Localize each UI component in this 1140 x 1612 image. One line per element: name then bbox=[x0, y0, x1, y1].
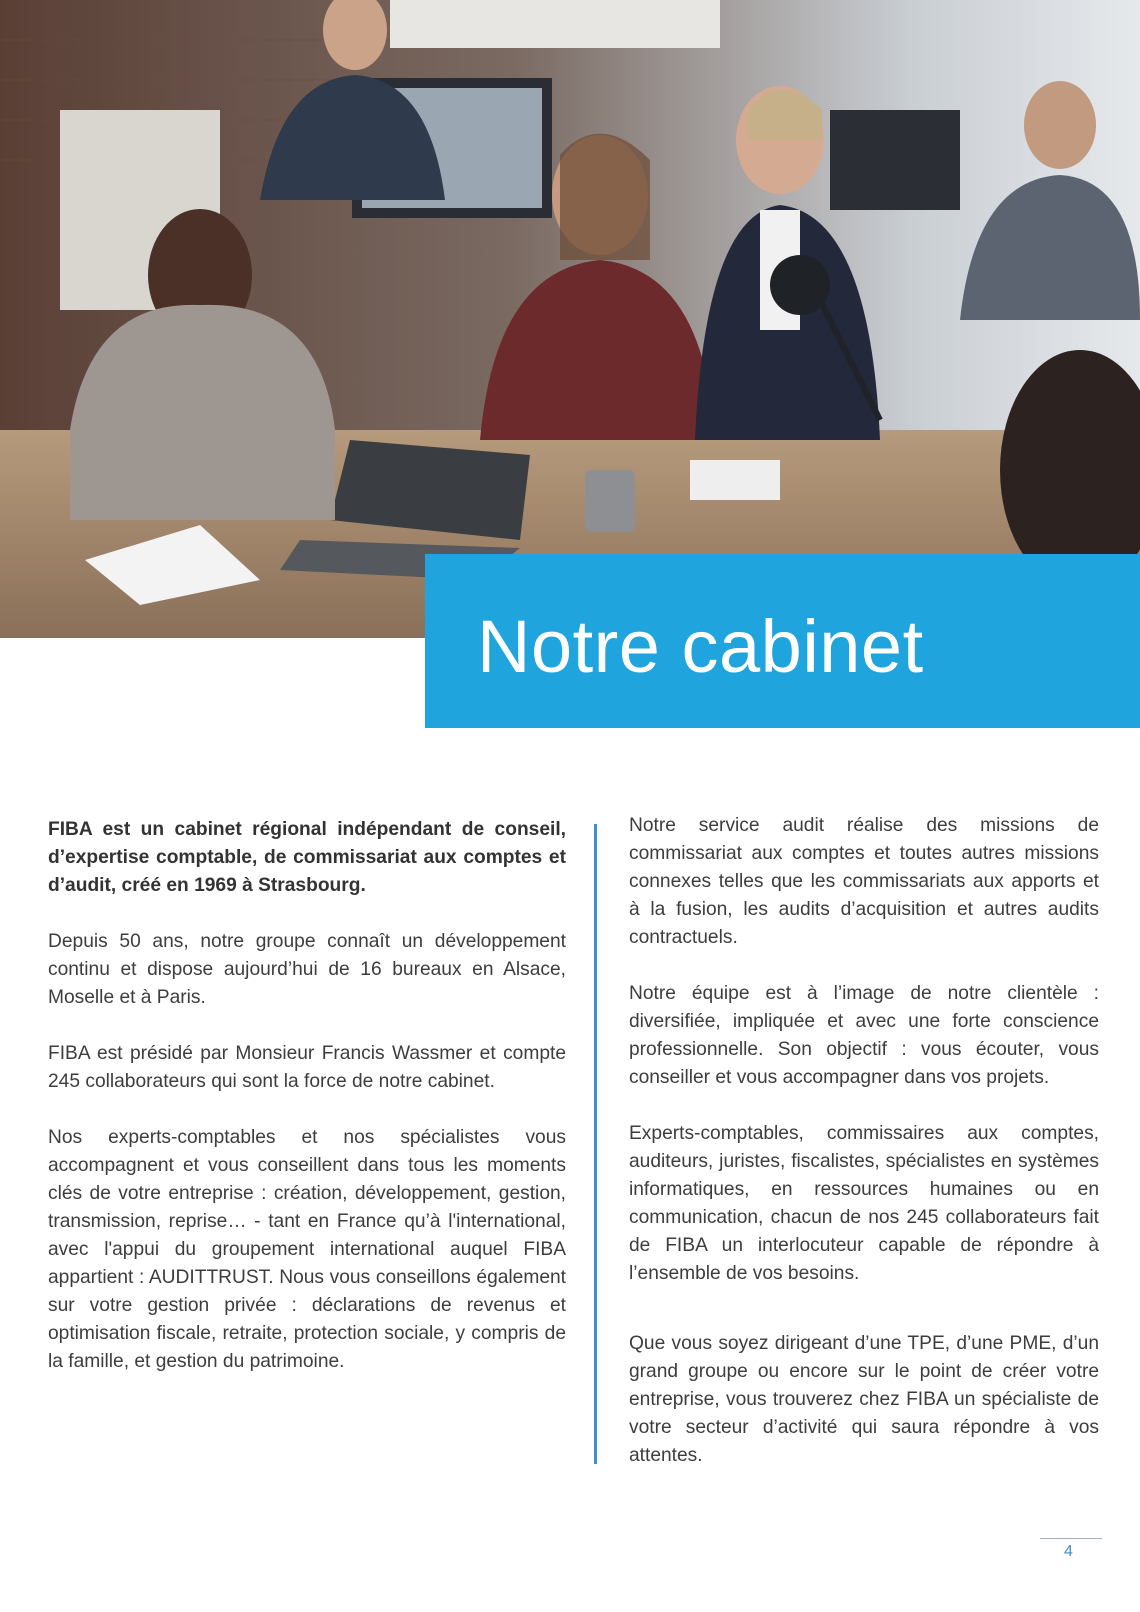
right-column bbox=[629, 812, 1099, 1498]
office-team-photo bbox=[0, 0, 1140, 638]
intro-paragraph: FIBA est un cabinet régional indépendant de conseil, d’expertise comptable, de commissariat aux comptes et d’audit, créé en 1969 à Strasbourg. bbox=[48, 819, 566, 896]
paragraph: Nos experts-comptables et nos spécialistes vous accompagnent et vous conseillent dans tous les moments clés de votre entreprise : création, développement, gestion, transmission, reprise… - tant en France qu’à l'international, avec l'appui du groupement international auquel FIBA appartient : AUDITTRUST. Nous vous conseillons également sur votre gestion privée : déclarations de revenus et optimisation fiscale, retraite, protection sociale, y compris de la famille, et gestion du patrimoine. bbox=[48, 1127, 566, 1372]
page-number-rule bbox=[1040, 1538, 1102, 1539]
paragraph: Notre équipe est à l’image de notre clientèle : diversifiée, impliquée et avec une forte conscience professionnelle. Son objectif : vous écouter, vous conseiller et vous accompagner dans vos projets. bbox=[629, 983, 1099, 1088]
paragraph: Notre service audit réalise des missions de commissariat aux comptes et toutes autres missions connexes telles que les commissariats aux apports et à la fusion, les audits d’acquisition et autres audits contractuels. bbox=[629, 815, 1099, 948]
page-number: 4 bbox=[1064, 1543, 1073, 1560]
paragraph: Que vous soyez dirigeant d’une TPE, d’une PME, d’un grand groupe ou encore sur le point de créer votre entreprise, vous trouverez chez FIBA un spécialiste de votre secteur d’activité qui saura répondre à vos attentes. bbox=[629, 1333, 1099, 1466]
left-column bbox=[48, 816, 566, 1404]
page-title: Notre cabinet bbox=[477, 605, 924, 688]
paragraph: Depuis 50 ans, notre groupe connaît un développement continu et dispose aujourd’hui de 16 bureaux en Alsace, Moselle et à Paris. bbox=[48, 931, 566, 1008]
column-divider bbox=[594, 824, 597, 1464]
paragraph: Experts-comptables, commissaires aux comptes, auditeurs, juristes, fiscalistes, spécialistes en systèmes informatiques, en ressources humaines ou en communication, chacun de nos 245 collaborateurs fait de FIBA un interlocuteur capable de répondre à l’ensemble de vos besoins. bbox=[629, 1123, 1099, 1284]
paragraph: FIBA est présidé par Monsieur Francis Wassmer et compte 245 collaborateurs qui sont la force de notre cabinet. bbox=[48, 1043, 566, 1092]
title-banner bbox=[425, 554, 1140, 728]
